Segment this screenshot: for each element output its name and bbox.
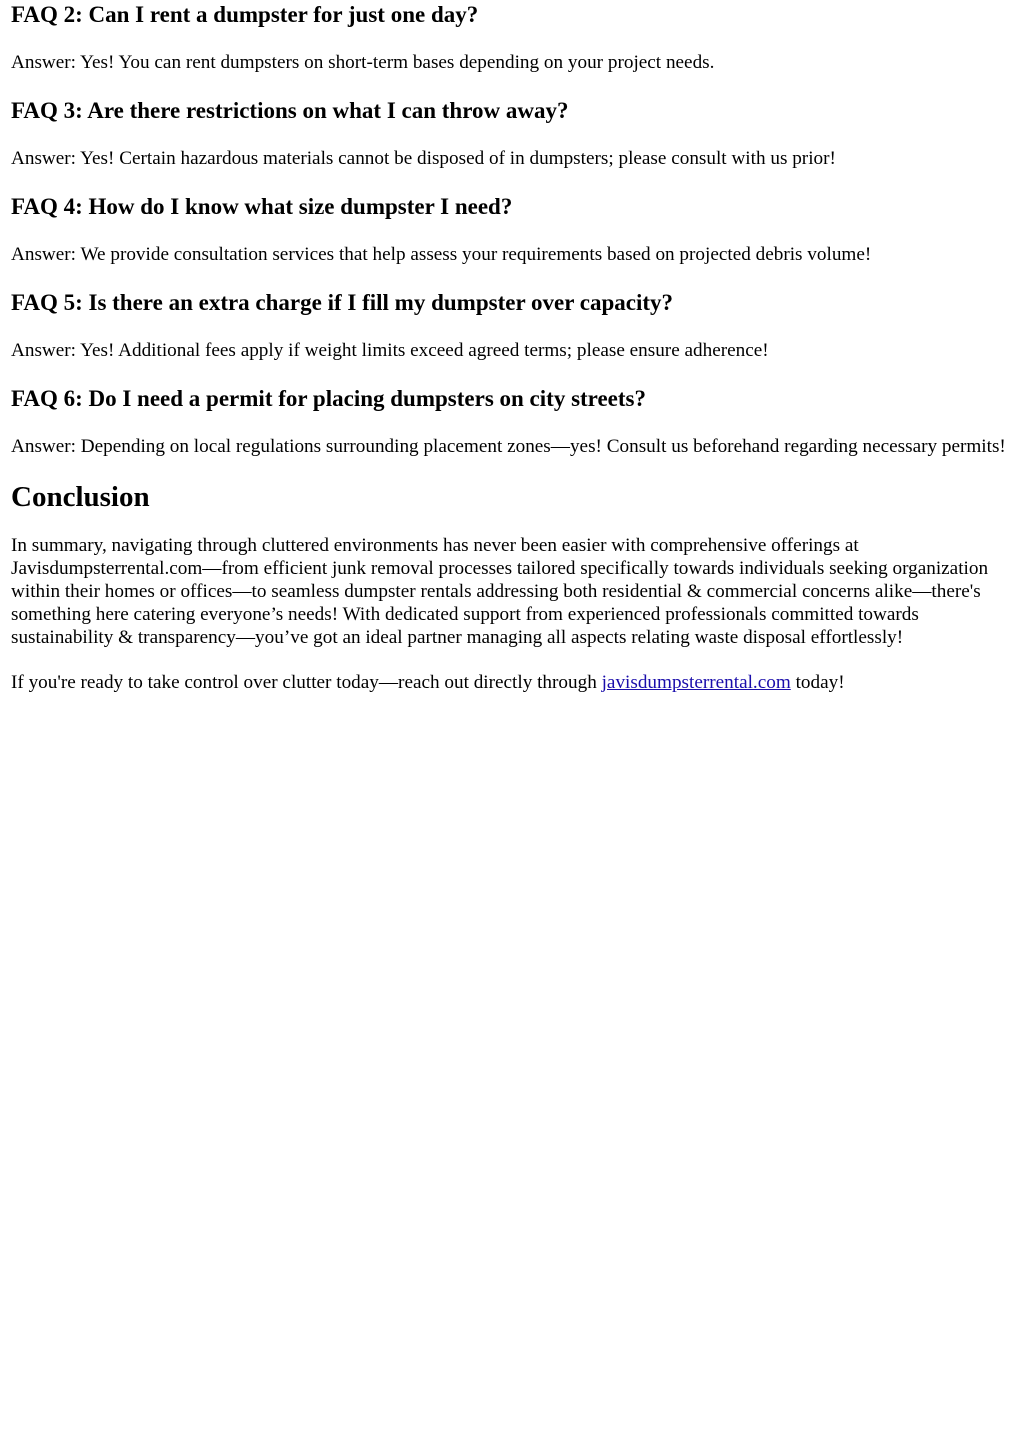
faq-item-2 [11,0,1013,74]
faq-question: FAQ 3: Are there restrictions on what I can throw away? [11,98,569,123]
faq-question: FAQ 4: How do I know what size dumpster I need? [11,194,513,219]
conclusion-heading: Conclusion [11,481,150,513]
faq-question: FAQ 2: Can I rent a dumpster for just one day? [11,2,479,27]
faq-answer: Answer: Yes! Additional fees apply if weight limits exceed agreed terms; please ensure adherence! [11,340,769,361]
faq-item-6 [11,384,1013,458]
cta-prefix: If you're ready to take control over clutter today—reach out directly through [11,672,602,693]
article-content [11,0,1013,694]
faq-answer: Answer: We provide consultation services that help assess your requirements based on projected debris volume! [11,244,872,265]
website-link[interactable]: javisdumpsterrental.com [601,672,791,693]
faq-item-3 [11,96,1013,170]
faq-answer: Answer: Yes! Certain hazardous materials cannot be disposed of in dumpsters; please consult with us prior! [11,148,836,169]
faq-question: FAQ 6: Do I need a permit for placing dumpsters on city streets? [11,386,646,411]
faq-question: FAQ 5: Is there an extra charge if I fill my dumpster over capacity? [11,290,673,315]
cta-suffix: today! [790,672,845,693]
conclusion-section [11,480,1013,694]
faq-answer: Answer: Depending on local regulations surrounding placement zones—yes! Consult us beforehand regarding necessary permits! [11,436,1006,457]
faq-item-5 [11,288,1013,362]
conclusion-summary: In summary, navigating through cluttered environments has never been easier with comprehensive offerings at Javisdumpsterrental.com—from efficient junk removal processes tailored specifically towards individuals seeking organization within their homes or offices—to seamless dumpster rentals addressing both residential & commercial concerns alike—there's something here catering everyone’s needs! With dedicated support from experienced professionals committed towards sustainability & transparency—you’ve got an ideal partner managing all aspects relating waste disposal effortlessly! [11,535,989,648]
call-to-action [11,671,1013,694]
faq-answer: Answer: Yes! You can rent dumpsters on short-term bases depending on your project needs. [11,52,715,73]
faq-item-4 [11,192,1013,266]
